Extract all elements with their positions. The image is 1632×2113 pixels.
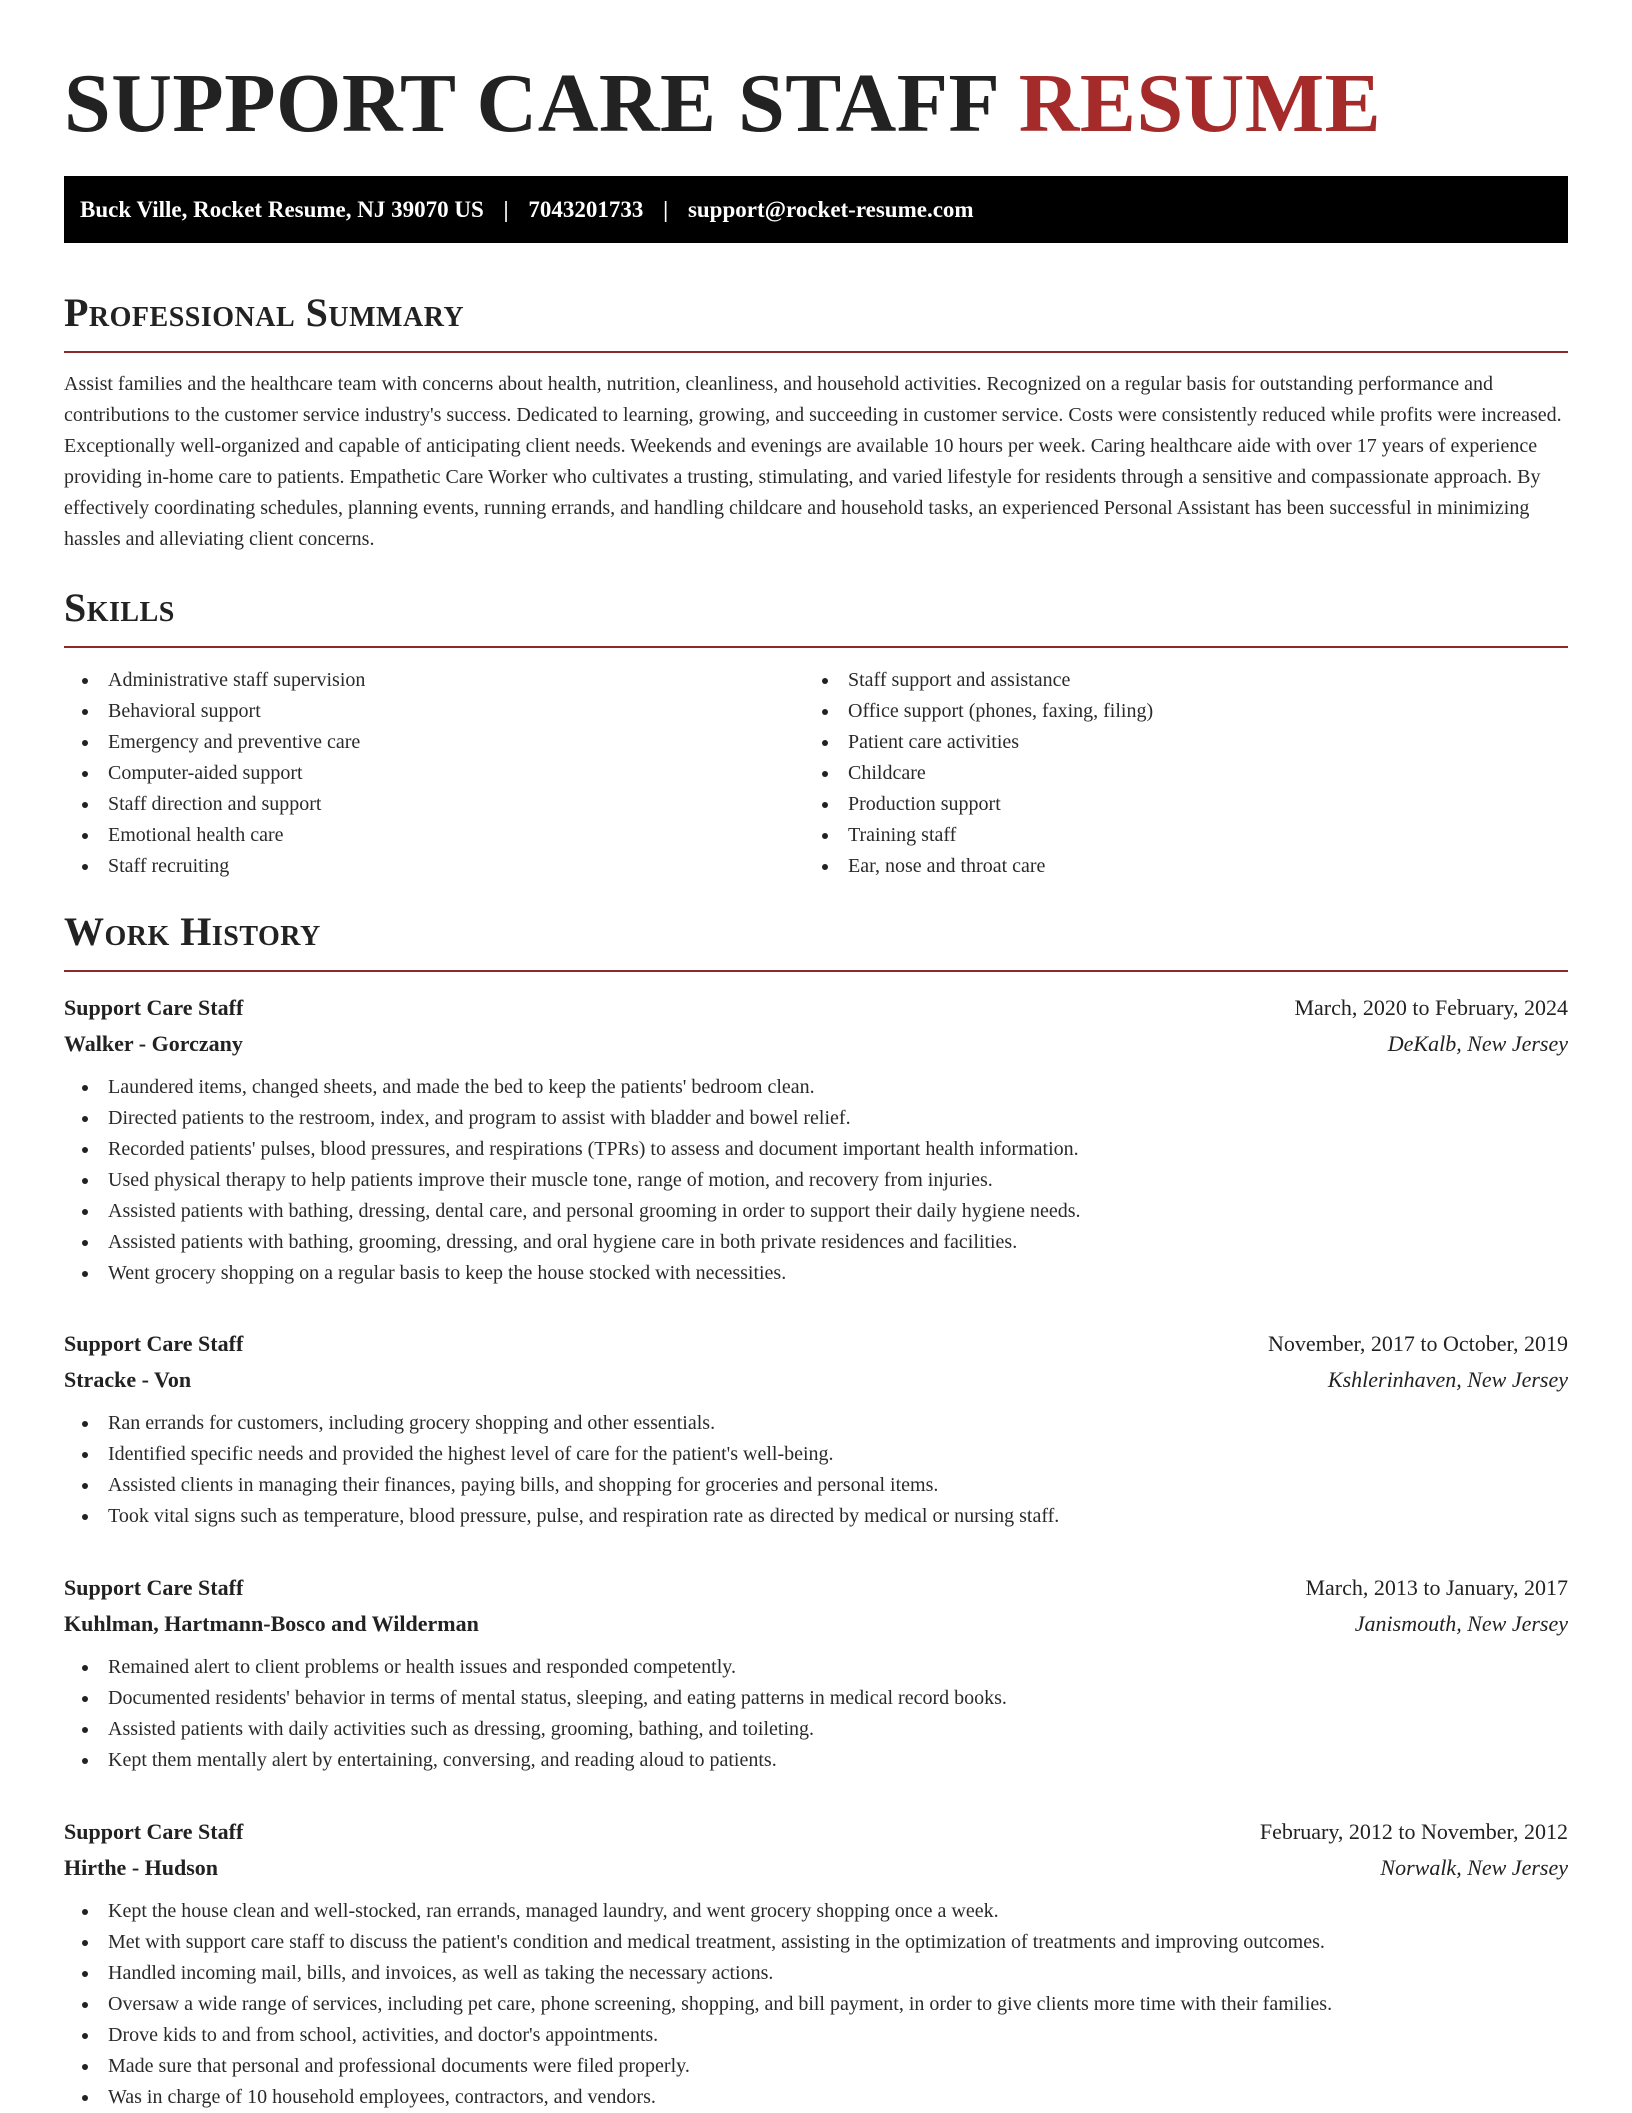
resume-title: [64, 50, 1381, 158]
skill-item: Training staff: [804, 820, 1568, 851]
job-duties: [64, 1408, 1568, 1532]
work-history-divider: [64, 970, 1568, 972]
skills-list-right: [804, 665, 1568, 882]
job-title: Support Care Staff: [64, 1331, 244, 1356]
job-dates: March, 2013 to January, 2017: [1305, 1575, 1568, 1600]
skill-item: Office support (phones, faxing, filing): [804, 696, 1568, 727]
job-duty: Was in charge of 10 household employees, contractors, and vendors.: [64, 2082, 1568, 2113]
skills-list-left: [64, 665, 804, 882]
contact-bar: [64, 176, 1568, 243]
job-location: DeKalb, New Jersey: [1387, 1031, 1568, 1056]
skill-item: Emotional health care: [64, 820, 804, 851]
job-dates: February, 2012 to November, 2012: [1259, 1819, 1568, 1844]
job-entry: [64, 990, 1568, 1289]
job-duty: Recorded patients' pulses, blood pressures, and respirations (TPRs) to assess and document important health information.: [64, 1134, 1568, 1165]
job-dates: March, 2020 to February, 2024: [1294, 995, 1568, 1020]
contact-separator: |: [503, 197, 509, 222]
job-duty: Handled incoming mail, bills, and invoices, as well as taking the necessary actions.: [64, 1958, 1568, 1989]
summary-text: Assist families and the healthcare team with concerns about health, nutrition, cleanliness, and household activities. Recognized on a regular basis for outstanding performance and contributions to the customer service industry's success. Dedicated to learning, growing, and succeeding in customer service. Costs were consistently reduced while profits were increased. Exceptionally well-organized and capable of anticipating client needs. Weekends and evenings are available 10 hours per week. Caring healthcare aide with over 17 years of experience providing in-home care to patients. Empathetic Care Worker who cultivates a trusting, stimulating, and varied lifestyle for residents through a sensitive and compassionate approach. By effectively coordinating schedules, planning events, running errands, and handling childcare and household tasks, an experienced Personal Assistant has been successful in minimizing hassles and alleviating client concerns.: [64, 373, 1562, 550]
job-duty: Kept them mentally alert by entertaining, conversing, and reading aloud to patients.: [64, 1745, 1568, 1776]
skill-item: Childcare: [804, 758, 1568, 789]
work-history-heading: Work History: [64, 909, 321, 954]
job-duty: Oversaw a wide range of services, including pet care, phone screening, shopping, and bill payment, in order to give clients more time with their families.: [64, 1989, 1568, 2020]
job-duty: Assisted clients in managing their finances, paying bills, and shopping for groceries and personal items.: [64, 1470, 1568, 1501]
job-entry: [64, 1814, 1568, 2113]
job-duty: Laundered items, changed sheets, and made the bed to keep the patients' bedroom clean.: [64, 1072, 1568, 1103]
job-entry: [64, 1570, 1568, 1776]
skills-heading: Skills: [64, 585, 175, 630]
job-duty: Directed patients to the restroom, index, and program to assist with bladder and bowel relief.: [64, 1103, 1568, 1134]
summary-heading: Professional Summary: [64, 290, 465, 335]
job-dates: November, 2017 to October, 2019: [1267, 1331, 1568, 1356]
skill-item: Administrative staff supervision: [64, 665, 804, 696]
contact-phone: 7043201733: [528, 197, 644, 222]
summary-divider: [64, 351, 1568, 353]
job-duty: Remained alert to client problems or health issues and responded competently.: [64, 1652, 1568, 1683]
job-title: Support Care Staff: [64, 995, 244, 1020]
job-location: Kshlerinhaven, New Jersey: [1327, 1367, 1568, 1392]
job-duty: Assisted patients with daily activities such as dressing, grooming, bathing, and toileting.: [64, 1714, 1568, 1745]
job-duties: [64, 1072, 1568, 1289]
job-company: Kuhlman, Hartmann-Bosco and Wilderman: [64, 1611, 479, 1636]
skill-item: Production support: [804, 789, 1568, 820]
job-duty: Made sure that personal and professional documents were filed properly.: [64, 2051, 1568, 2082]
job-duties: [64, 1652, 1568, 1776]
job-duties: [64, 1896, 1568, 2113]
job-title: Support Care Staff: [64, 1819, 244, 1844]
job-duty: Assisted patients with bathing, grooming, dressing, and oral hygiene care in both private residences and facilities.: [64, 1227, 1568, 1258]
job-duty: Met with support care staff to discuss the patient's condition and medical treatment, assisting in the optimization of treatments and improving outcomes.: [64, 1927, 1568, 1958]
skills-divider: [64, 646, 1568, 648]
job-duty: Documented residents' behavior in terms of mental status, sleeping, and eating patterns in medical record books.: [64, 1683, 1568, 1714]
job-location: Janismouth, New Jersey: [1354, 1611, 1568, 1636]
job-duty: Ran errands for customers, including grocery shopping and other essentials.: [64, 1408, 1568, 1439]
job-duty: Identified specific needs and provided the highest level of care for the patient's well-being.: [64, 1439, 1568, 1470]
job-duty: Took vital signs such as temperature, blood pressure, pulse, and respiration rate as directed by medical or nursing staff.: [64, 1501, 1568, 1532]
job-duty: Used physical therapy to help patients improve their muscle tone, range of motion, and recovery from injuries.: [64, 1165, 1568, 1196]
skill-item: Emergency and preventive care: [64, 727, 804, 758]
job-company: Walker - Gorczany: [64, 1031, 243, 1056]
contact-email: support@rocket-resume.com: [687, 197, 974, 222]
skill-item: Patient care activities: [804, 727, 1568, 758]
skill-item: Computer-aided support: [64, 758, 804, 789]
contact-separator: |: [663, 197, 669, 222]
job-entry: [64, 1326, 1568, 1532]
job-company: Stracke - Von: [64, 1367, 192, 1392]
skill-item: Staff support and assistance: [804, 665, 1568, 696]
job-duty: Assisted patients with bathing, dressing, dental care, and personal grooming in order to support their daily hygiene needs.: [64, 1196, 1568, 1227]
skill-item: Behavioral support: [64, 696, 804, 727]
skill-item: Staff recruiting: [64, 851, 804, 882]
job-location: Norwalk, New Jersey: [1380, 1855, 1568, 1880]
resume-title-main: SUPPORT CARE STAFF: [64, 57, 998, 150]
skill-item: Ear, nose and throat care: [804, 851, 1568, 882]
contact-address: Buck Ville, Rocket Resume, NJ 39070 US: [80, 197, 484, 222]
skill-item: Staff direction and support: [64, 789, 804, 820]
job-duty: Kept the house clean and well-stocked, ran errands, managed laundry, and went grocery shopping once a week.: [64, 1896, 1568, 1927]
job-duty: Drove kids to and from school, activities, and doctor's appointments.: [64, 2020, 1568, 2051]
job-company: Hirthe - Hudson: [64, 1855, 219, 1880]
resume-title-accent: RESUME: [1018, 57, 1382, 150]
job-duty: Went grocery shopping on a regular basis to keep the house stocked with necessities.: [64, 1258, 1568, 1289]
job-title: Support Care Staff: [64, 1575, 244, 1600]
